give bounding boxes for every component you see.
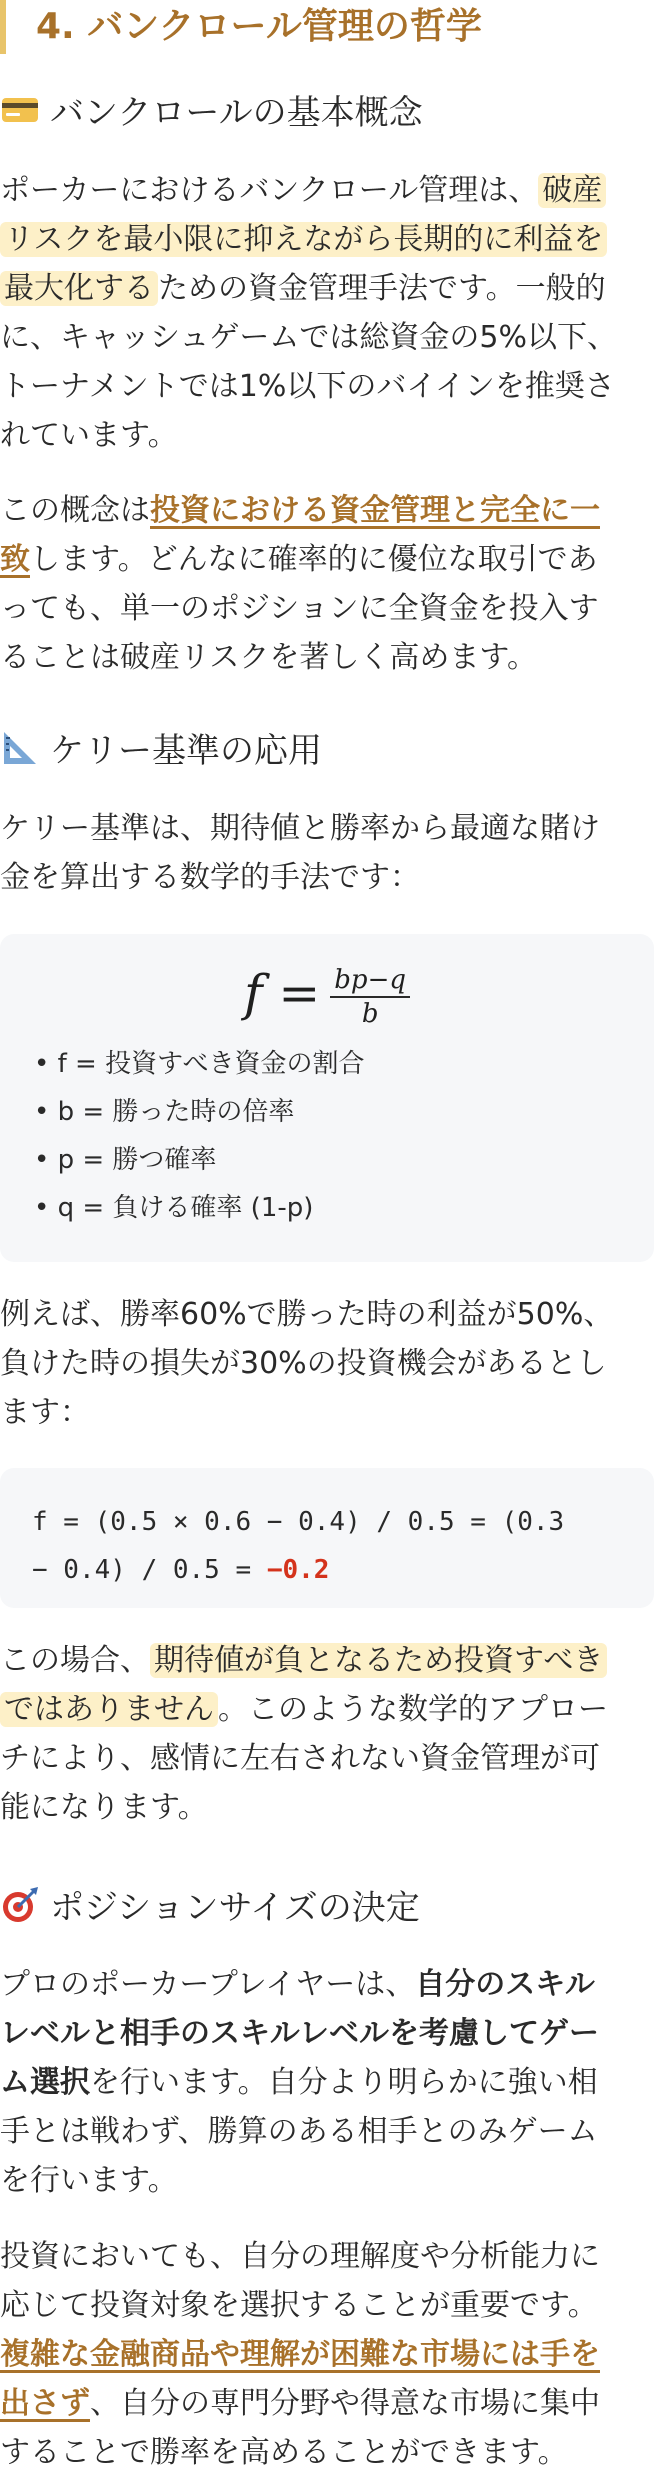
formula-numerator: bp−q bbox=[330, 966, 410, 998]
formula-denominator: b bbox=[361, 999, 379, 1029]
paragraph-example: 例えば、勝率60%で勝った時の利益が50%、 負けた時の損失が30%の投資機会があるとし ます： bbox=[0, 1297, 614, 1430]
section-heading bbox=[0, 0, 654, 52]
paragraph-game-selection: プロのポーカープレイヤーは、自分のスキル レベルと相手のスキルレベルを考慮してゲー ム選択を行います。自分より明らかに強い相 手とは戦わず、勝算のある相手とのみゲーム を行います。 bbox=[0, 1967, 599, 2198]
subheading-kelly-text: ケリー基準の応用 bbox=[50, 731, 322, 771]
triangle-ruler-icon bbox=[0, 728, 40, 768]
variable-item: • f = 投資すべき資金の割合 bbox=[34, 1049, 365, 1079]
kelly-formula: f = $\frac{bp-q}{b}$ bbox=[0, 964, 654, 1028]
highlight-text: 最大化する bbox=[0, 271, 158, 306]
subheading-basic-text: バンクロールの基本概念 bbox=[50, 93, 423, 133]
subheading-position-text: ポジションサイズの決定 bbox=[50, 1888, 420, 1928]
paragraph-bankroll-intro: ポーカーにおけるバンクロール管理は、 破産 リスクを最小限に抑えながら長期的に利益を 最大化する ための資金管理手法です。一般的 に、キャッシュゲームでは総資金の5%以下、 トーナメントでは1%以下のバイインを推奨さ れています。 bbox=[0, 173, 617, 453]
subheading-kelly bbox=[0, 728, 322, 774]
subheading-basic bbox=[0, 90, 423, 136]
paragraph-conclusion: この場合、 期待値が負となるため投資すべき ではありません 。このような数学的アプロー チにより、感情に左右されない資金管理が可 能になります。 bbox=[0, 1643, 608, 1825]
section-title: 4. バンクロール管理の哲学 bbox=[36, 6, 482, 47]
heading-accent-bar bbox=[0, 0, 6, 54]
code-text: f = (0.5 × 0.6 − 0.4) / 0.5 = (0.3 − 0.4) / 0.5 = −0.2 bbox=[32, 1507, 565, 1585]
emphasis-link-text: 投資における資金管理と完全に一 bbox=[150, 493, 600, 528]
code-block bbox=[0, 1468, 654, 1608]
formula-box bbox=[0, 934, 654, 1262]
subheading-position bbox=[0, 1885, 420, 1931]
emphasis-link-text: 致 bbox=[0, 542, 30, 577]
emphasis-link-text: 出さず bbox=[0, 2386, 90, 2421]
highlight-text: 期待値が負となるため投資すべき bbox=[150, 1643, 607, 1678]
paragraph-investment-selection: 投資においても、自分の理解度や分析能力に 応じて投資対象を選択することが重要です。 複雑な金融商品や理解が困難な市場には手を 出さず、自分の専門分野や得意な市場に集中 することで勝率を高めることができます。 bbox=[0, 2239, 600, 2470]
highlight-text: 破産 bbox=[538, 173, 606, 208]
variable-item: • q = 負ける確率 (1-p) bbox=[34, 1193, 314, 1223]
highlight-text: ではありません bbox=[0, 1692, 218, 1727]
variable-item: • b = 勝った時の倍率 bbox=[34, 1097, 295, 1127]
paragraph-investment-analogy: この概念は投資における資金管理と完全に一 致します。どんなに確率的に優位な取引であ っても、単一のポジションに全資金を投入す ることは破産リスクを著しく高めます。 bbox=[0, 493, 600, 675]
variable-item: • p = 勝つ確率 bbox=[34, 1145, 217, 1175]
variable-list bbox=[34, 1040, 365, 1232]
paragraph-kelly-intro: ケリー基準は、期待値と勝率から最適な賭け 金を算出する数学的手法です： bbox=[0, 811, 600, 895]
credit-card-icon bbox=[0, 90, 40, 130]
emphasis-link-text: 複雑な金融商品や理解が困難な市場には手を bbox=[0, 2337, 600, 2372]
highlight-text: リスクを最小限に抑えながら長期的に利益を bbox=[0, 222, 607, 257]
dart-target-icon bbox=[0, 1885, 40, 1925]
negative-result: −0.2 bbox=[266, 1555, 330, 1585]
